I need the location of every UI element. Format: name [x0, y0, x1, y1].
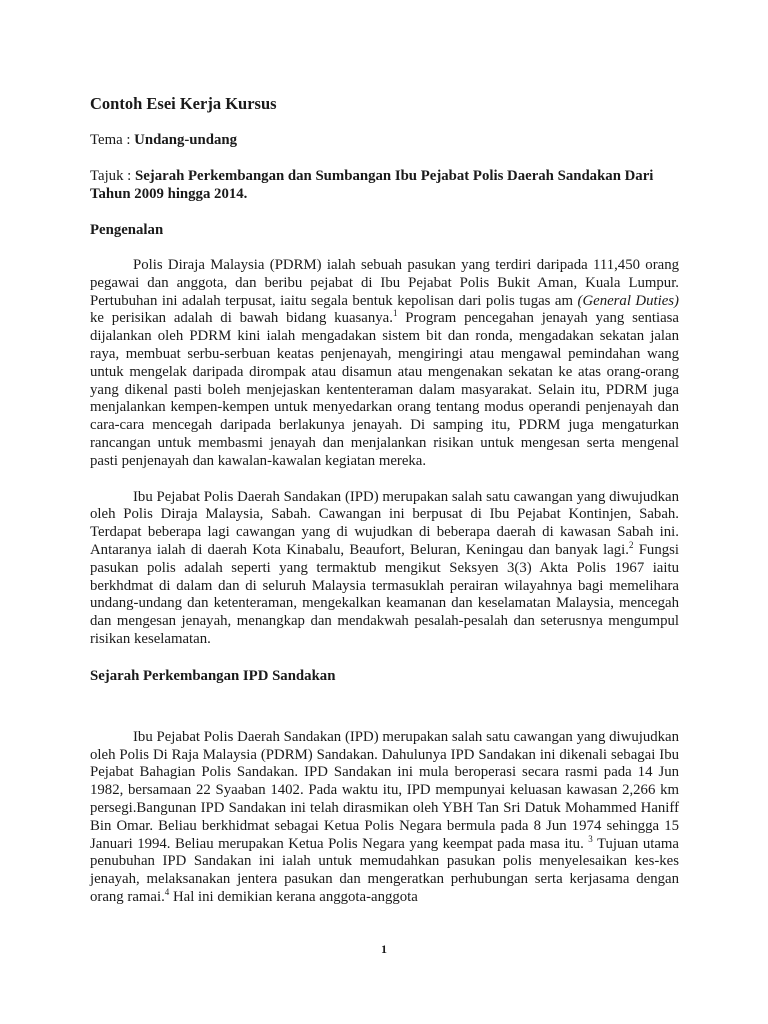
footnote-ref-2[interactable]: 2 [628, 540, 634, 551]
tema-line [90, 131, 679, 149]
paragraph-2 [90, 489, 679, 649]
footnote-ref-3[interactable]: 3 [588, 833, 593, 844]
paragraph-3-text-b: Tujuan utama penubuhan IPD Sandakan ini ialah untuk memudahkan pasukan polis menyelesaikan kes-kes jenayah, melaksanakan jentera pasukan dan mengeratkan perhubungan serta kerjasama dengan orang ramai. [90, 835, 679, 905]
tajuk-line [90, 167, 679, 203]
paragraph-1-italic: (General Duties) [577, 292, 679, 309]
paragraph-3 [90, 729, 679, 907]
tajuk-label: Tajuk : [90, 168, 135, 184]
tajuk-value: Sejarah Perkembangan dan Sumbangan Ibu Pejabat Polis Daerah Sandakan Dari Tahun 2009 hingga 2014. [90, 168, 654, 202]
paragraph-2-text-a: Ibu Pejabat Polis Daerah Sandakan (IPD) merupakan salah satu cawangan yang diwujudkan oleh Polis Diraja Malaysia, Sabah. Cawangan ini berpusat di Ibu Pejabat Kontinjen, Sabah. Terdapat beberapa lagi cawangan yang di wujudkan di beberapa daerah di kawasan Sabah ini. Antaranya ialah di daerah Kota Kinabalu, Beaufort, Beluran, Keningau dan banyak lagi. [90, 488, 679, 558]
footnote-ref-1[interactable]: 1 [392, 308, 398, 319]
paragraph-1-text-c: Program pencegahan jenayah yang sentiasa dijalankan oleh PDRM kini ialah mengadakan sistem bit dan ronda, mengadakan sekatan jalan raya, membuat serbu-serbuan keatas penjenayah, mengiringi atau mengawal pemindahan wang untuk mengelak daripada dirompak atau disamun atau mengenakan sekatan ke atas orang-orang yang dikenal pasti boleh menjejaskan kententeraman dalam masyarakat. Selain itu, PDRM juga menjalankan kempen-kempen untuk menyedarkan orang tentang modus operandi penjenayah dan cara-cara mencegah daripada berlakunya jenayah. Di samping itu, PDRM juga mengaturkan rancangan untuk membasmi jenayah dan menjalankan risikan untuk mengesan serta mengenal pasti penjenayah dan kawalan-kawalan kegiatan mereka. [90, 310, 679, 469]
page-number: 1 [381, 942, 387, 956]
paragraph-1-text-a: Polis Diraja Malaysia (PDRM) ialah sebuah pasukan yang terdiri daripada 111,450 orang pegawai dan anggota, dan beribu pejabat di Ibu Pejabat Polis Bukit Aman, Kuala Lumpur. Pertubuhan ini adalah terpusat, iaitu segala bentuk kepolisan dari polis tugas am [90, 257, 679, 309]
section-heading-pengenalan: Pengenalan [90, 222, 164, 238]
section-heading-sejarah: Sejarah Perkembangan IPD Sandakan [90, 667, 336, 684]
tema-label: Tema : [90, 132, 135, 148]
paragraph-3-text-a: Ibu Pejabat Polis Daerah Sandakan (IPD) merupakan salah satu cawangan yang diwujudkan oleh Polis Di Raja Malaysia (PDRM) Sandakan. Dahulunya IPD Sandakan ini dikenali sebagai Ibu Pejabat Bahagian Polis Sandakan. IPD Sandakan ini mula beroperasi secara rasmi pada 14 Jun 1982, bersamaan 22 Syaaban 1402. Pada waktu itu, IPD mempunyai keluasan kawasan 2,266 km persegi.Bangunan IPD Sandakan ini telah dirasmikan oleh YBH Tan Sri Datuk Mohammed Haniff Bin Omar. Beliau berkhidmat sebagai Ketua Polis Negara bermula pada 8 Jun 1974 sehingga 15 Januari 1994. Beliau merupakan Ketua Polis Negara yang keempat pada masa itu. [90, 728, 679, 852]
paragraph-1-text-b: ke perisikan adalah di bawah bidang kuasanya. [90, 310, 393, 327]
tema-value: Undang-undang [134, 132, 237, 148]
document-title: Contoh Esei Kerja Kursus [90, 94, 277, 113]
paragraph-3-text-c: Hal ini demikian kerana anggota-anggota [169, 888, 418, 905]
paragraph-2-text-b: Fungsi pasukan polis adalah seperti yang termaktub mengikut Seksyen 3(3) Akta Polis 1967 iaitu berkhdmat di dalam dan di seluruh Malaysia termasuklah perairan wilayahnya bagi memelihara undang-undang dan ketenteraman, mengekalkan keamanan dan keselamatan Malaysia, mencegah dan mengesan jenayah, menangkap dan mendakwah pesalah-pesalah dan seterusnya mengumpul risikan keselamatan. [90, 541, 680, 647]
paragraph-1 [90, 257, 679, 471]
footnote-ref-4[interactable]: 4 [164, 886, 170, 897]
